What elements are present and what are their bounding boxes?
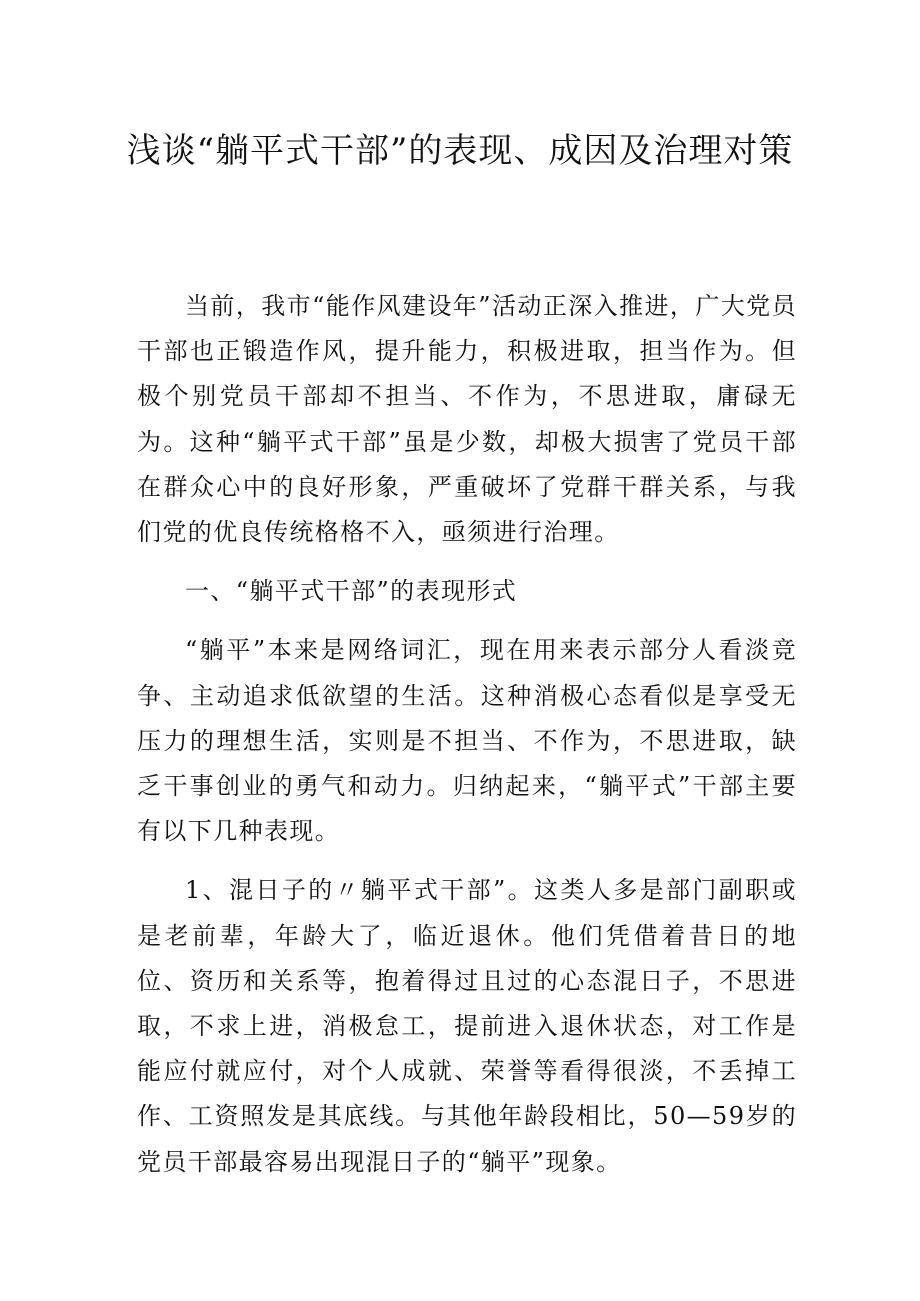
document-body bbox=[137, 284, 797, 1199]
document-title: 浅谈“躺平式干部”的表现、成因及治理对策 bbox=[126, 131, 794, 171]
point-1-paragraph: 1、混日子的〃躺平式干部”。这类人多是部门副职或是老前辈，年龄大了，临近退休。他们凭借着昔日的地位、资历和关系等，抱着得过且过的心态混日子，不思进取，不求上进，消极怠工，提前进入退休状态，对工作是能应付就应付，对个人成就、荣誉等看得很淡，不丢掉工作、工资照发是其底线。与其他年龄段相比，50—59岁的党员干部最容易出现混日子的“躺平”现象。 bbox=[137, 876, 797, 1176]
section-heading-1: 一、“躺平式干部”的表现形式 bbox=[185, 577, 518, 606]
intro-paragraph: 当前，我市“能作风建设年”活动正深入推进，广大党员干部也正锻造作风，提升能力，积极进取，担当作为。但极个别党员干部却不担当、不作为，不思进取，庸碌无为。这种“躺平式干部”虽是少数，却极大损害了党员干部在群众心中的良好形象，严重破坏了党群干群关系，与我们党的优良传统格格不入，亟须进行治理。 bbox=[137, 292, 797, 547]
definition-paragraph: “躺平”本来是网络词汇，现在用来表示部分人看淡竞争、主动追求低欲望的生活。这种消极心态看似是享受无压力的理想生活，实则是不担当、不作为，不思进取，缺乏干事创业的勇气和动力。归纳起来，“躺平式”干部主要有以下几种表现。 bbox=[137, 636, 797, 846]
